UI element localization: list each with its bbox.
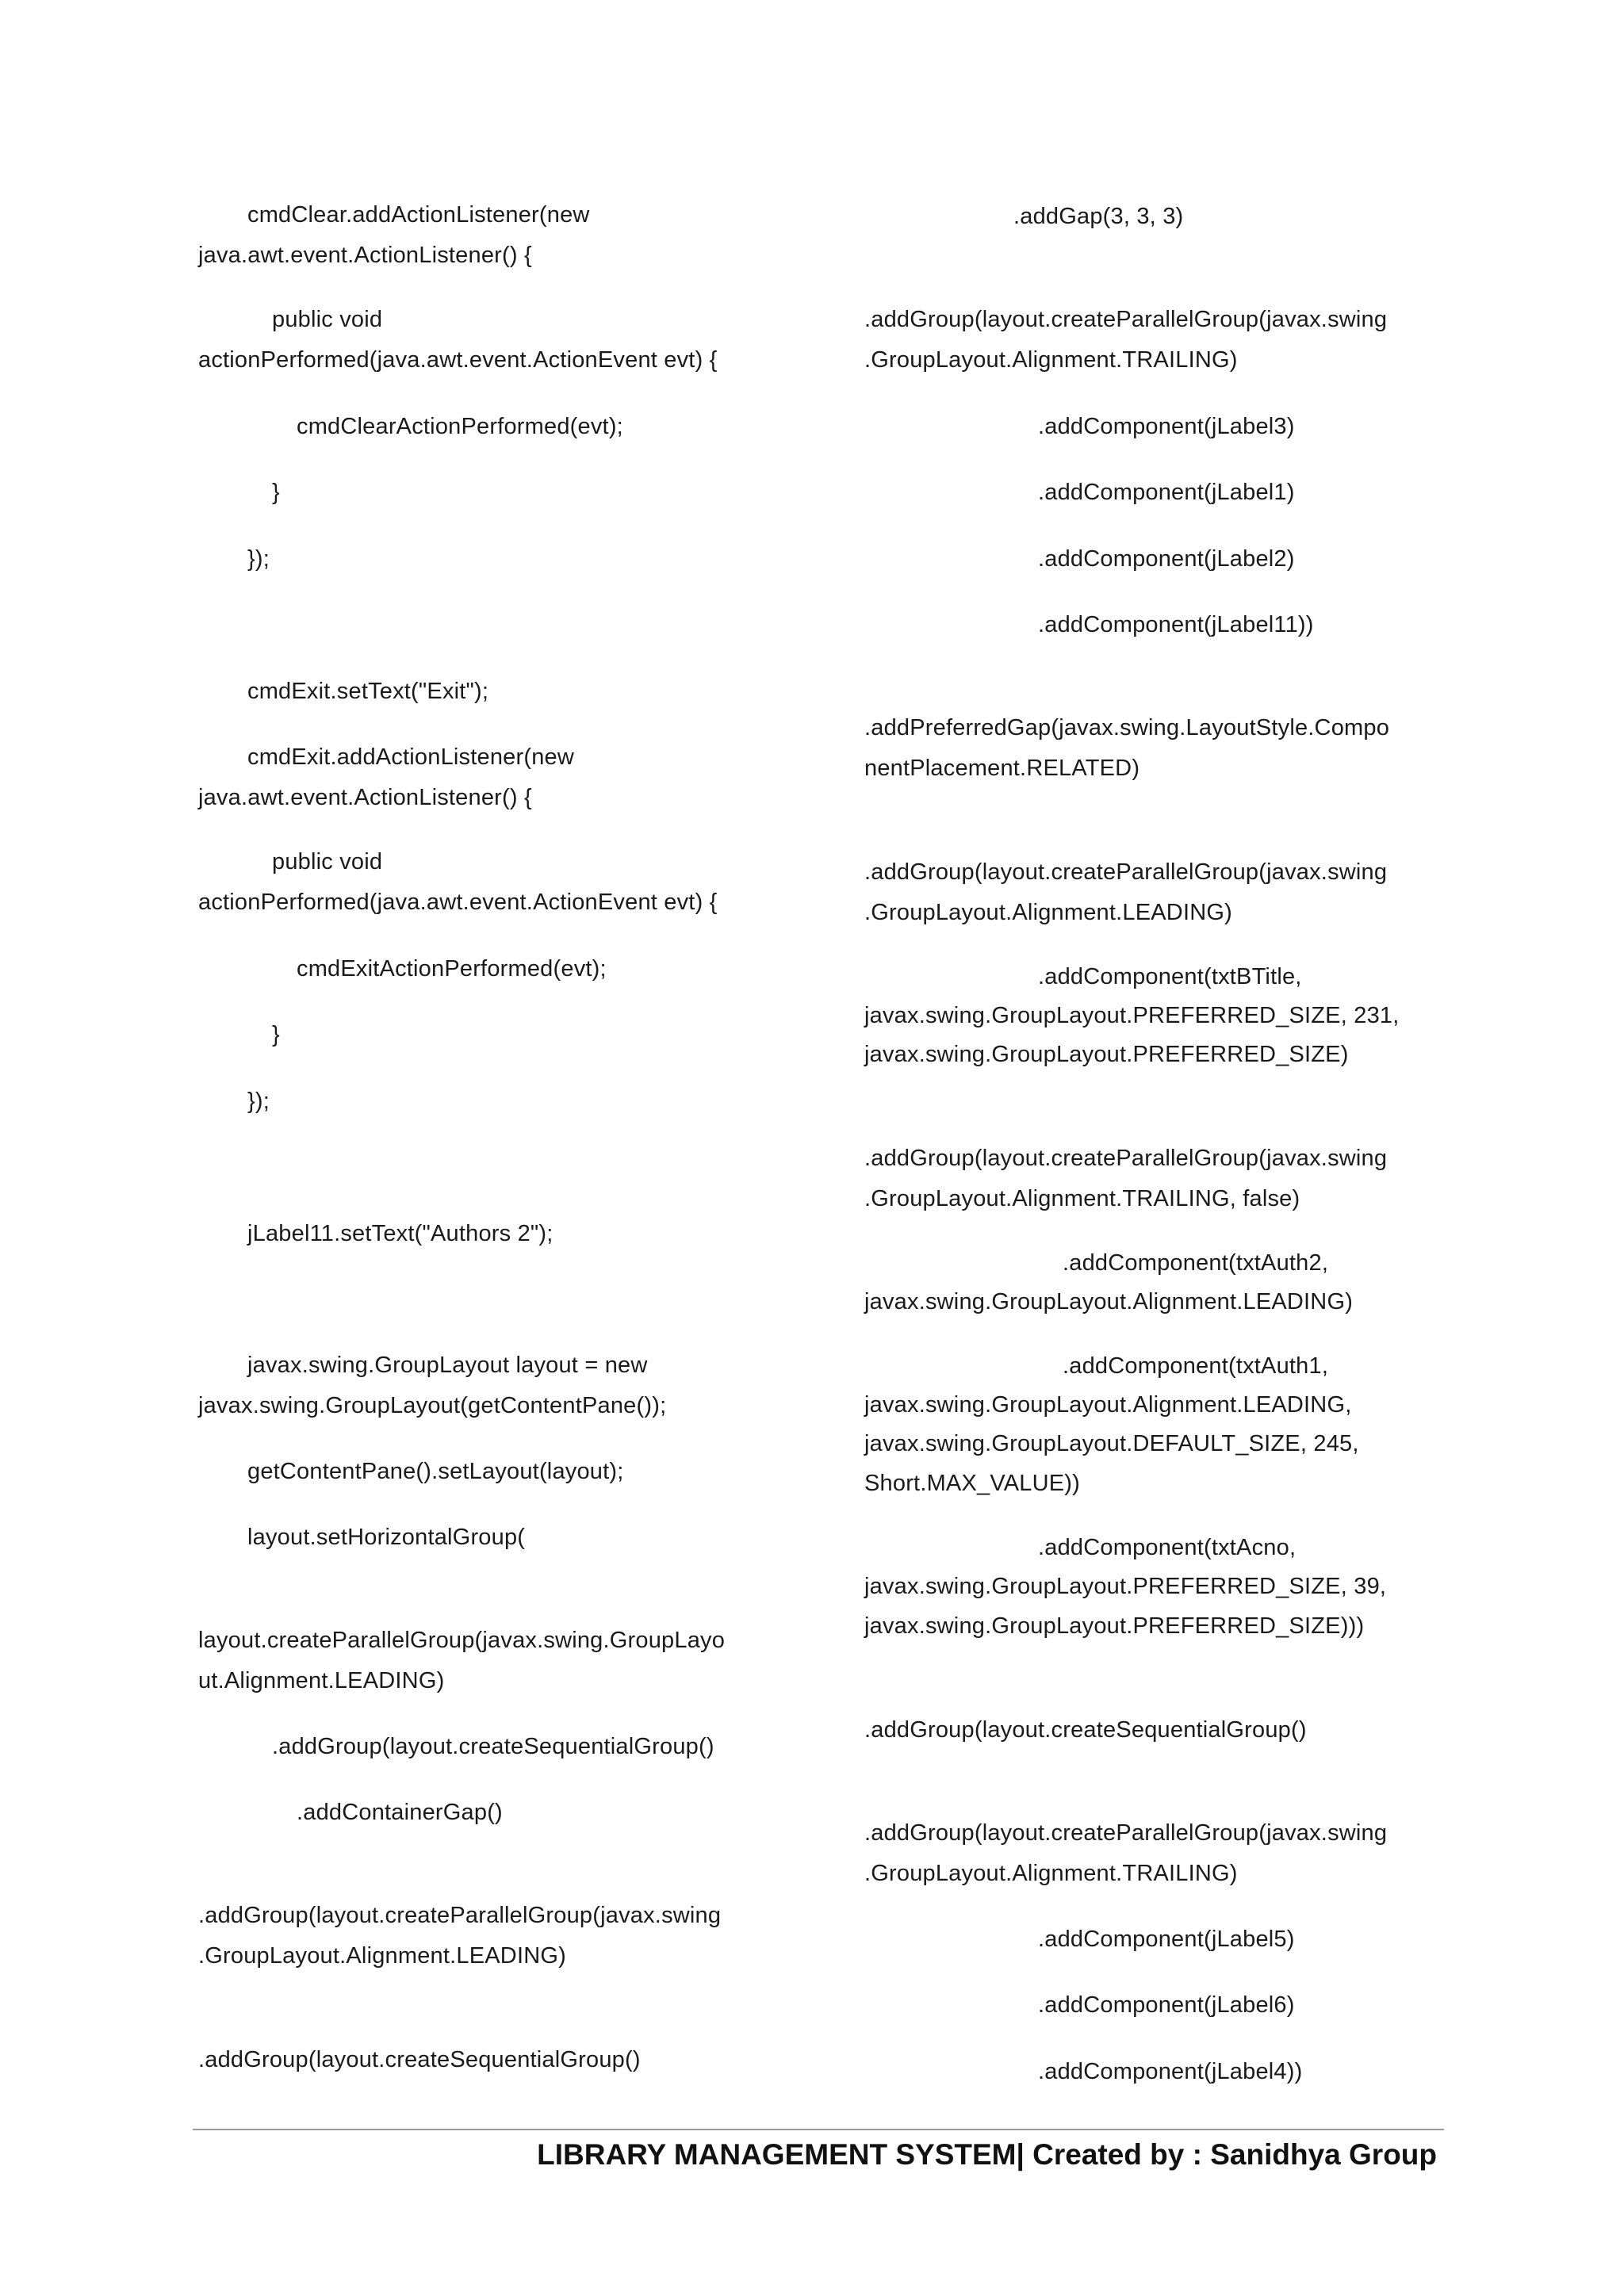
code-line: .GroupLayout.Alignment.TRAILING, false)	[864, 1186, 1300, 1211]
code-line: .GroupLayout.Alignment.LEADING)	[864, 900, 1232, 925]
code-line: .addComponent(jLabel5)	[1038, 1927, 1295, 1952]
code-line: java.awt.event.ActionListener() {	[198, 243, 532, 268]
code-line: javax.swing.GroupLayout.PREFERRED_SIZE, 231,	[864, 1003, 1400, 1028]
code-line: java.awt.event.ActionListener() {	[198, 785, 532, 810]
code-line: .addGroup(layout.createSequentialGroup()	[272, 1734, 714, 1759]
footer-divider	[193, 2129, 1444, 2130]
code-line: .GroupLayout.Alignment.TRAILING)	[864, 1861, 1238, 1886]
code-line: .addPreferredGap(javax.swing.LayoutStyle.Compo	[864, 715, 1390, 740]
code-line: .addGroup(layout.createSequentialGroup()	[864, 1717, 1307, 1743]
code-line: .addComponent(txtAcno,	[1038, 1535, 1297, 1560]
code-line: javax.swing.GroupLayout layout = new	[247, 1353, 648, 1378]
code-line: getContentPane().setLayout(layout);	[247, 1459, 624, 1484]
code-line: .addComponent(jLabel1)	[1038, 480, 1295, 505]
code-line: .addGroup(layout.createParallelGroup(javax.swing	[198, 1903, 722, 1928]
code-line: .addComponent(txtBTitle,	[1038, 964, 1302, 989]
code-line: .addComponent(jLabel4))	[1038, 2059, 1303, 2084]
code-line: .addGroup(layout.createParallelGroup(javax.swing	[864, 1146, 1388, 1171]
code-line: public void	[272, 849, 383, 874]
code-line: cmdExit.addActionListener(new	[247, 744, 574, 770]
code-line: ut.Alignment.LEADING)	[198, 1668, 445, 1693]
code-line: .addGroup(layout.createParallelGroup(javax.swing	[864, 307, 1388, 332]
code-line: cmdExit.setText("Exit");	[247, 679, 489, 704]
code-line: .addComponent(jLabel6)	[1038, 1992, 1295, 2018]
code-line: .addGroup(layout.createSequentialGroup()	[198, 2047, 641, 2072]
code-line: public void	[272, 307, 383, 332]
code-line: .addComponent(txtAuth2,	[1063, 1250, 1329, 1276]
code-line: layout.createParallelGroup(javax.swing.GroupLayo	[198, 1628, 726, 1653]
right-code-column	[864, 0, 1467, 2125]
code-line: javax.swing.GroupLayout.DEFAULT_SIZE, 245,	[864, 1431, 1359, 1456]
code-line: javax.swing.GroupLayout.PREFERRED_SIZE, 39,	[864, 1574, 1387, 1599]
code-line: cmdExitActionPerformed(evt);	[297, 956, 607, 982]
code-line: javax.swing.GroupLayout(getContentPane());	[198, 1393, 667, 1418]
code-line: .addGroup(layout.createParallelGroup(javax.swing	[864, 1820, 1388, 1846]
page-footer: LIBRARY MANAGEMENT SYSTEM| Created by : Sanidhya Group	[537, 2138, 1437, 2171]
code-line: javax.swing.GroupLayout.PREFERRED_SIZE)))	[864, 1613, 1365, 1639]
code-line: nentPlacement.RELATED)	[864, 756, 1140, 781]
code-line: actionPerformed(java.awt.event.ActionEvent evt) {	[198, 347, 718, 373]
code-line: .GroupLayout.Alignment.TRAILING)	[864, 347, 1238, 373]
code-line: .GroupLayout.Alignment.LEADING)	[198, 1943, 566, 1969]
code-line: layout.setHorizontalGroup(	[247, 1525, 526, 1550]
code-line: });	[247, 546, 270, 572]
code-line: .addComponent(jLabel3)	[1038, 414, 1295, 439]
code-line: javax.swing.GroupLayout.PREFERRED_SIZE)	[864, 1042, 1349, 1067]
code-line: .addGap(3, 3, 3)	[1013, 204, 1184, 229]
code-line: });	[247, 1089, 270, 1114]
code-line: actionPerformed(java.awt.event.ActionEvent evt) {	[198, 890, 718, 915]
code-line: .addComponent(jLabel11))	[1038, 612, 1314, 637]
left-code-column	[198, 0, 801, 2125]
code-line: .addComponent(jLabel2)	[1038, 546, 1295, 572]
code-line: .addGroup(layout.createParallelGroup(javax.swing	[864, 859, 1388, 885]
code-line: }	[272, 1022, 280, 1047]
code-line: cmdClear.addActionListener(new	[247, 202, 590, 228]
code-line: Short.MAX_VALUE))	[864, 1471, 1081, 1496]
code-line: cmdClearActionPerformed(evt);	[297, 414, 623, 439]
code-line: .addComponent(txtAuth1,	[1063, 1353, 1329, 1379]
code-line: .addContainerGap()	[297, 1800, 503, 1825]
code-line: javax.swing.GroupLayout.Alignment.LEADING)	[864, 1289, 1354, 1314]
code-line: }	[272, 480, 280, 505]
code-line: javax.swing.GroupLayout.Alignment.LEADING,	[864, 1392, 1352, 1418]
code-line: jLabel11.setText("Authors 2");	[247, 1221, 553, 1246]
